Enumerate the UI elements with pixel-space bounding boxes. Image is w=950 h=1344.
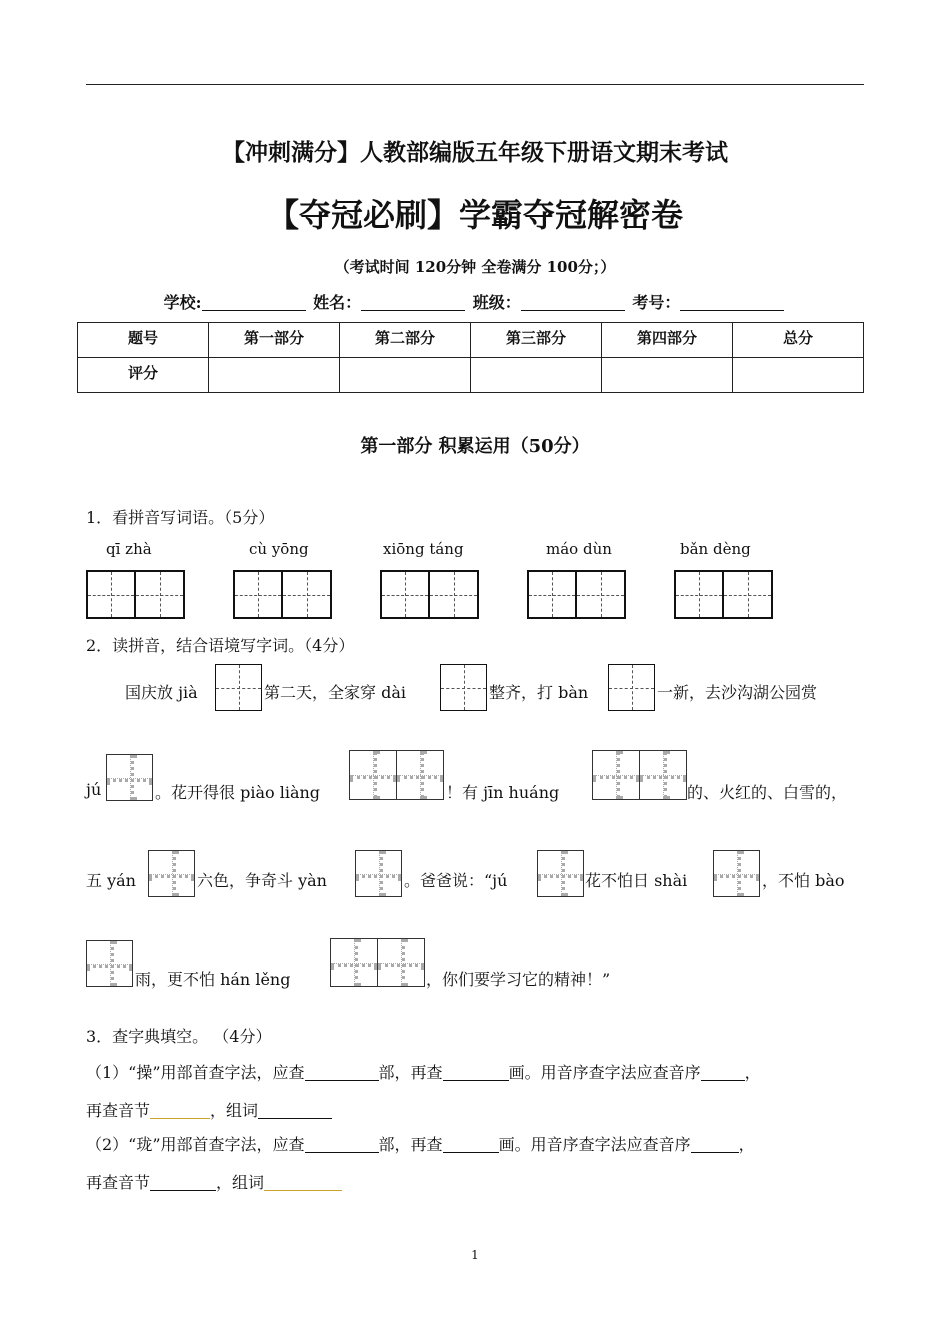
question-text: ！有 jīn huáng — [446, 783, 560, 802]
score-table — [77, 322, 864, 393]
pinyin-label: máo dùn — [546, 540, 612, 558]
page-number: 1 — [471, 1248, 479, 1262]
score-header: 第三部分 — [471, 323, 602, 358]
score-cell[interactable] — [209, 358, 340, 393]
writing-box[interactable] — [377, 938, 425, 987]
question-3-item-1 — [86, 1060, 761, 1083]
class-label: 班级： — [472, 293, 521, 312]
question-text: 雨，更不怕 hán lěng — [135, 970, 291, 989]
question-text: 画。用音序查字法应查音序 — [508, 1063, 701, 1082]
question-3-item-2-cont — [86, 1170, 342, 1193]
question-text: jú — [86, 780, 102, 799]
score-header: 第四部分 — [602, 323, 733, 358]
writing-box[interactable] — [428, 570, 479, 619]
score-cell[interactable] — [733, 358, 864, 393]
writing-box[interactable] — [106, 754, 153, 801]
class-field[interactable] — [521, 294, 625, 311]
question-text: ， — [738, 1135, 755, 1154]
school-label: 学校: — [163, 293, 202, 312]
pinyin-label: qī zhà — [106, 540, 152, 558]
writing-box[interactable] — [440, 664, 487, 711]
answer-blank[interactable] — [264, 1174, 342, 1191]
writing-box[interactable] — [349, 750, 397, 800]
writing-box[interactable] — [330, 938, 378, 987]
writing-box[interactable] — [281, 570, 332, 619]
question-text: 一新，去沙沟湖公园赏 — [657, 683, 818, 702]
writing-box[interactable] — [134, 570, 185, 619]
question-text: 部，再查 — [378, 1135, 443, 1154]
writing-box[interactable] — [380, 570, 430, 619]
pinyin-label: xiōng táng — [383, 540, 464, 558]
answer-blank[interactable] — [701, 1064, 745, 1081]
student-info-line — [0, 290, 950, 313]
question-text: （1）“操”用部首查字法，应查 — [86, 1063, 305, 1082]
answer-blank[interactable] — [443, 1064, 509, 1081]
question-text: ，组词 — [210, 1101, 259, 1120]
score-row-label: 评分 — [78, 358, 209, 393]
pinyin-label: cù yōng — [249, 540, 309, 558]
answer-blank[interactable] — [305, 1064, 379, 1081]
question-text: 再查音节 — [86, 1173, 151, 1192]
name-field[interactable] — [361, 294, 465, 311]
writing-box[interactable] — [608, 664, 655, 711]
question-2-title: 2．读拼音，结合语境写字词。（4分） — [86, 636, 355, 655]
writing-box[interactable] — [674, 570, 724, 619]
question-text: 花不怕日 shài — [585, 871, 688, 890]
question-text: 画。用音序查字法应查音序 — [498, 1135, 691, 1154]
answer-blank[interactable] — [691, 1136, 739, 1153]
question-3-item-1-cont — [86, 1098, 332, 1121]
header-rule — [86, 84, 864, 85]
question-text: 第二天，全家穿 dài — [264, 683, 406, 702]
exam-info: （考试时间 120分钟 全卷满分 100分；） — [334, 258, 616, 276]
score-table-header-row — [78, 323, 864, 358]
writing-box[interactable] — [86, 940, 133, 987]
name-label: 姓名： — [313, 293, 362, 312]
question-text: 国庆放 jià — [125, 683, 198, 702]
writing-box[interactable] — [233, 570, 283, 619]
score-header: 题号 — [78, 323, 209, 358]
writing-box[interactable] — [575, 570, 626, 619]
question-text: 整齐，打 bàn — [489, 683, 589, 702]
exam-series-title: 【冲刺满分】人教部编版五年级下册语文期末考试 — [222, 139, 728, 166]
question-text: 。花开得很 piào liàng — [155, 783, 321, 802]
writing-box[interactable] — [722, 570, 773, 619]
pinyin-label: bǎn dèng — [680, 540, 751, 558]
question-3-title: 3．查字典填空。 （4分） — [86, 1027, 272, 1046]
question-text: ， — [744, 1063, 761, 1082]
question-text: 。爸爸说：“jú — [404, 871, 508, 890]
score-header: 总分 — [733, 323, 864, 358]
number-label: 考号： — [632, 293, 681, 312]
answer-blank[interactable] — [443, 1136, 499, 1153]
paper-title: 【夺冠必刷】学霸夺冠解密卷 — [266, 196, 683, 234]
answer-blank[interactable] — [150, 1174, 216, 1191]
writing-box[interactable] — [355, 850, 402, 897]
score-cell[interactable] — [602, 358, 733, 393]
question-3-item-2 — [86, 1132, 755, 1155]
section-title: 第一部分 积累运用（50分） — [360, 436, 590, 457]
question-text: 再查音节 — [86, 1101, 151, 1120]
school-field[interactable] — [202, 294, 306, 311]
answer-blank[interactable] — [305, 1136, 379, 1153]
question-text: ，你们要学习它的精神！” — [426, 970, 611, 989]
question-text: ，不怕 bào — [762, 871, 845, 890]
score-table-row — [78, 358, 864, 393]
answer-blank[interactable] — [258, 1102, 332, 1119]
number-field[interactable] — [680, 294, 784, 311]
question-text: 部，再查 — [378, 1063, 443, 1082]
score-cell[interactable] — [340, 358, 471, 393]
writing-box[interactable] — [639, 750, 687, 800]
score-header: 第一部分 — [209, 323, 340, 358]
question-text: （2）“珑”用部首查字法，应查 — [86, 1135, 305, 1154]
writing-box[interactable] — [396, 750, 444, 800]
answer-blank[interactable] — [150, 1102, 210, 1119]
writing-box[interactable] — [215, 664, 262, 711]
question-text: ，组词 — [216, 1173, 265, 1192]
question-text: 五 yán — [86, 871, 136, 890]
writing-box[interactable] — [537, 850, 584, 897]
writing-box[interactable] — [592, 750, 640, 800]
writing-box[interactable] — [527, 570, 577, 619]
question-text: 的、火红的、白雪的， — [687, 783, 848, 802]
question-text: 六色，争奇斗 yàn — [197, 871, 327, 890]
writing-box[interactable] — [86, 570, 136, 619]
writing-box[interactable] — [713, 850, 760, 897]
writing-box[interactable] — [148, 850, 195, 897]
question-1-title: 1．看拼音写词语。（5分） — [86, 508, 275, 527]
score-cell[interactable] — [471, 358, 602, 393]
score-header: 第二部分 — [340, 323, 471, 358]
